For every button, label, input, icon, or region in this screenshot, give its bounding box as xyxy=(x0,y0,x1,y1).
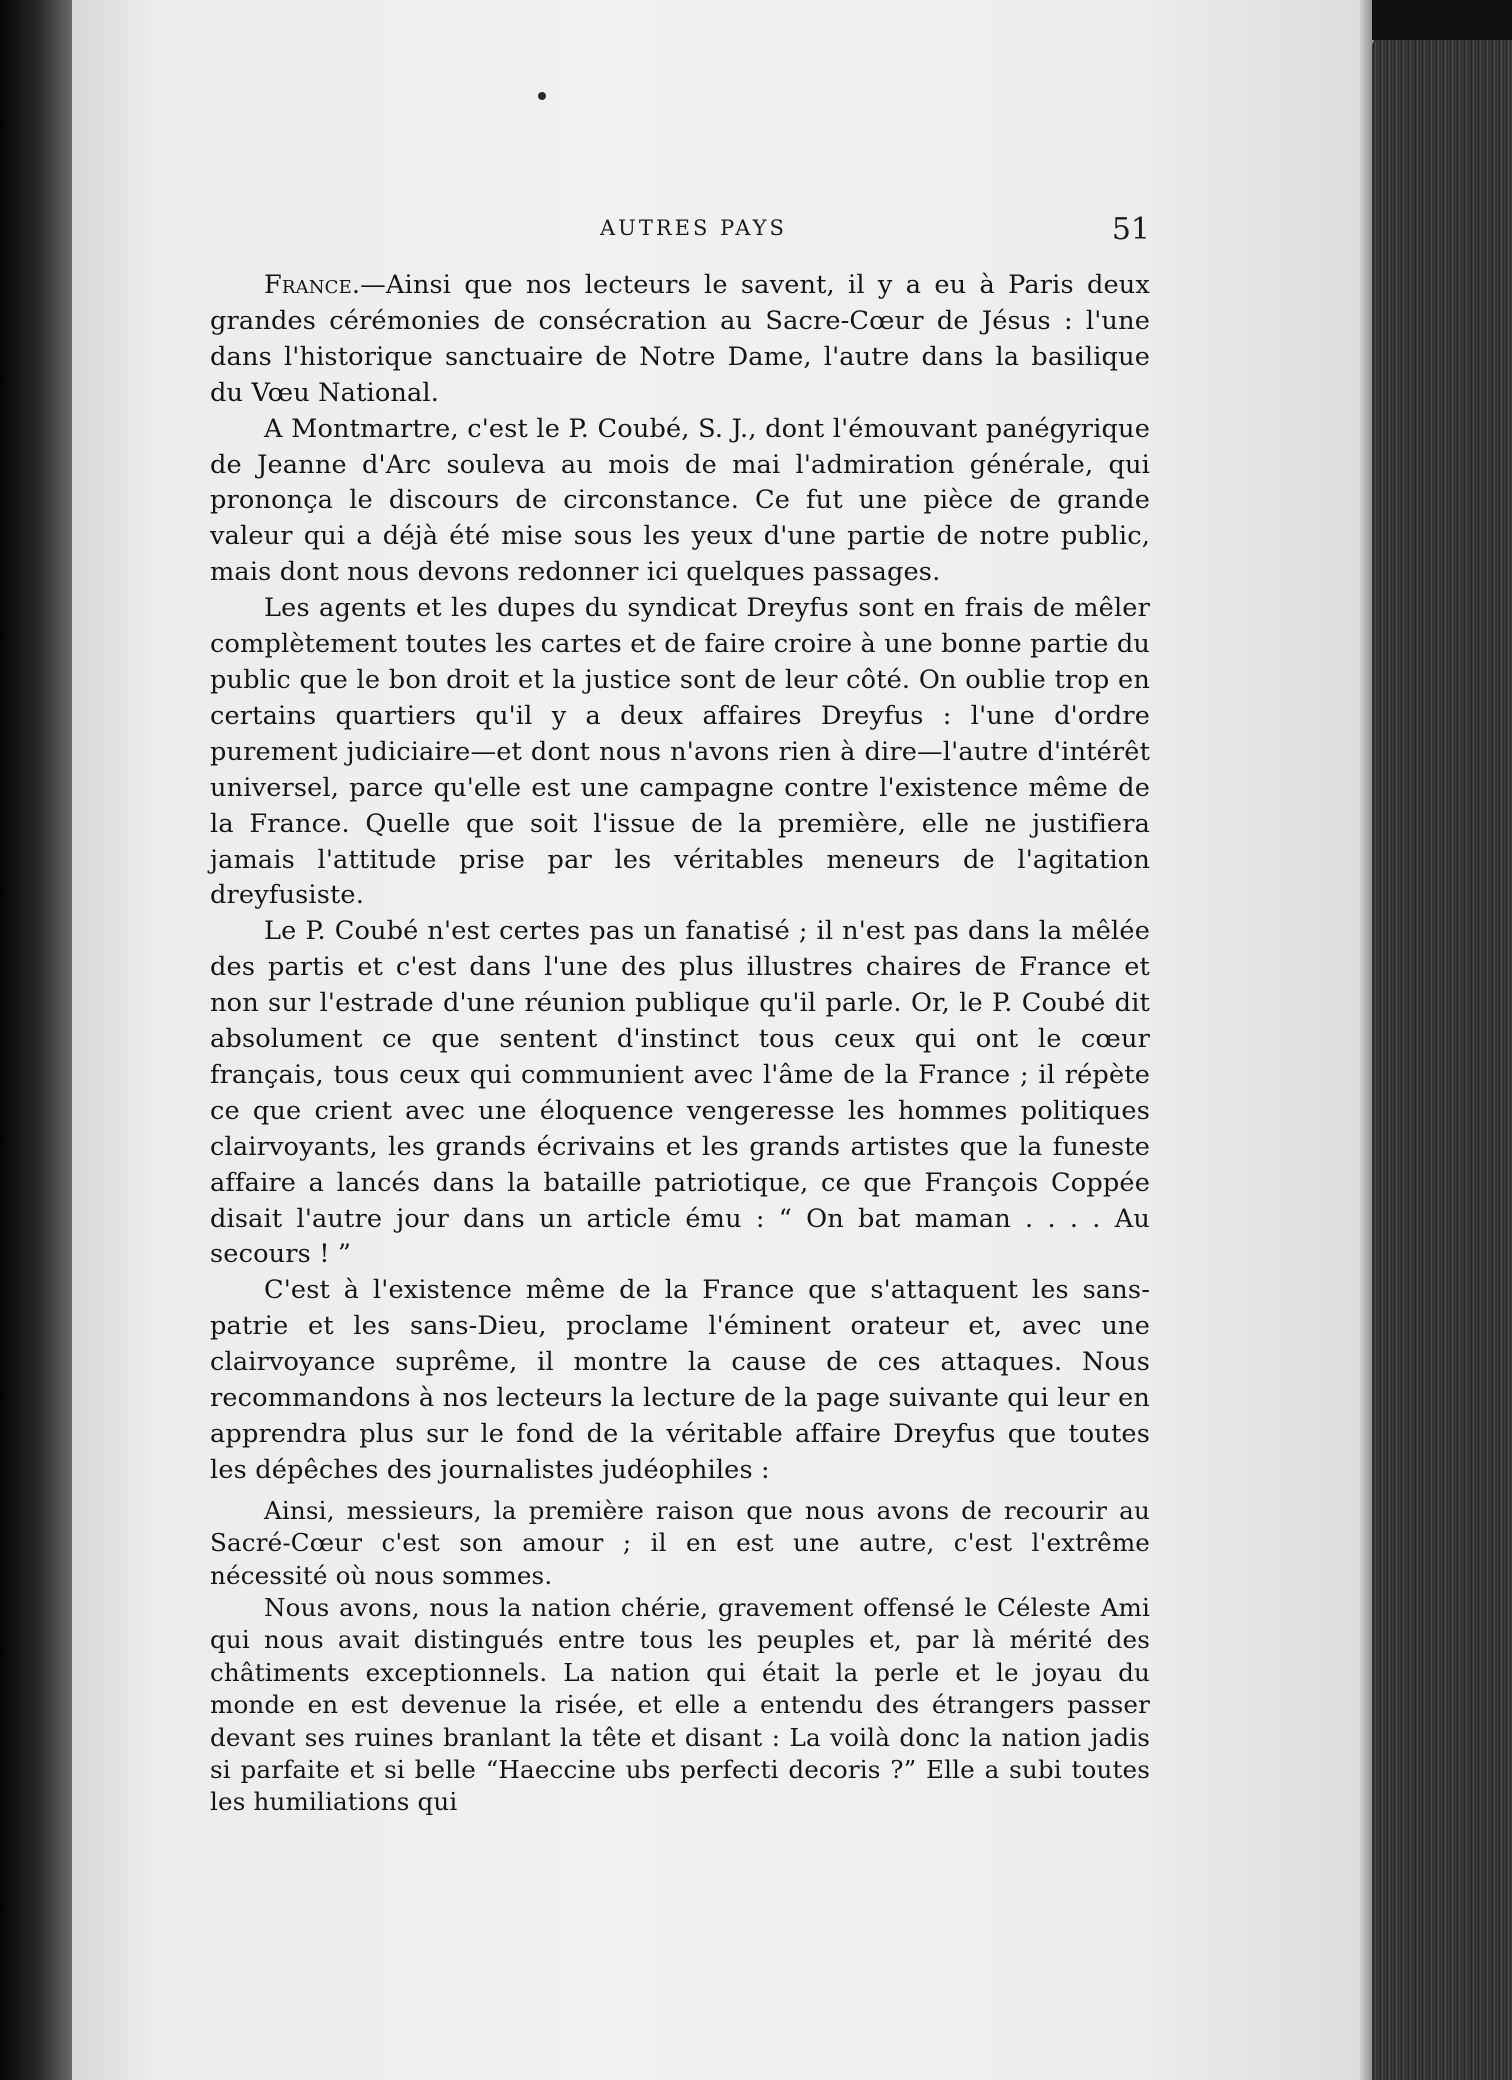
body-text xyxy=(210,268,1150,1819)
scan-left-margin xyxy=(0,0,72,2080)
page-number: 51 xyxy=(1111,212,1150,247)
quote-paragraph-2: Nous avons, nous la nation chérie, gravement offensé le Céleste Ami qui nous avait distingués entre tous les peuples et, par là mérité des châtiments exceptionnels. La nation qui était la perle et le joyau du monde en est devenue la risée, et elle a entendu des étrangers passer devant ses ruines branlant la tête et disant : La voilà donc la nation jadis si parfaite et si belle “Haeccine ubs perfecti decoris ?” Elle a subi toutes les humiliations qui xyxy=(210,1593,1150,1817)
paragraph-montmartre: A Montmartre, c'est le P. Coubé, S. J., dont l'émouvant panégyrique de Jeanne d'Arc souleva au mois de mai l'admiration générale, qui prononça le discours de circonstance. Ce fut une pièce de grande valeur qui a déjà été mise sous les yeux d'une partie de notre public, mais dont nous devons redonner ici quelques passages. xyxy=(210,413,1150,588)
scan-top-dark-corner xyxy=(1372,0,1512,40)
paragraph-coube: Le P. Coubé n'est certes pas un fanatisé ; il n'est pas dans la mêlée des partis et c'est dans l'une des plus illustres chaires de France et non sur l'estrade d'une réunion publique qu'il parle. Or, le P. Coubé dit absolument ce que sentent d'instinct tous ceux qui ont le cœur français, tous ceux qui communient avec l'âme de la France ; il répète ce que crient avec une éloquence vengeresse les hommes politiques clairvoyants, les grands écrivains et les grands artistes que la funeste affaire a lancés dans la bataille patriotique, ce que François Coppée disait l'autre jour dans un article ému : “ On bat maman . . . . Au secours ! ” xyxy=(210,916,1150,1270)
page-header xyxy=(270,212,1160,256)
paragraph-existence: C'est à l'existence même de la France que s'attaquent les sans-patrie et les sans-Dieu, proclame l'éminent orateur et, avec une clairvoyance suprême, il montre la cause de ces attaques. Nous recommandons à nos lecteurs la lecture de la page suivante qui leur en apprendra plus sur le fond de la véritable affaire Dreyfus que toutes les dépêches des journalistes judéophiles : xyxy=(210,1275,1150,1485)
running-head: AUTRES PAYS xyxy=(600,216,787,240)
paragraph-dreyfus: Les agents et les dupes du syndicat Dreyfus sont en frais de mêler complètement toutes les cartes et de faire croire à une bonne partie du public que le bon droit et la justice sont de leur côté. On oublie trop en certains quartiers qu'il y a deux affaires Dreyfus : l'une d'ordre purement judiciaire—et dont nous n'avons rien à dire—l'autre d'intérêt universel, parce qu'elle est une campagne contre l'existence même de la France. Quelle que soit l'issue de la première, elle ne justifiera jamais l'attitude prise par les véritables meneurs de l'agitation dreyfusiste. xyxy=(210,593,1150,911)
section-lead: France. xyxy=(264,270,361,300)
quote-paragraph-1: Ainsi, messieurs, la première raison que nous avons de recourir au Sacré-Cœur c'est son amour ; il en est une autre, c'est l'extrême nécessité où nous sommes. xyxy=(210,1495,1150,1590)
ink-speck xyxy=(538,92,546,100)
book-page-edges xyxy=(1372,40,1512,2080)
paragraph-text: —Ainsi que nos lecteurs le savent, il y a eu à Paris deux grandes cérémonies de consécration au Sacre-Cœur de Jésus : l'une dans l'historique sanctuaire de Notre Dame, l'autre dans la basilique du Vœu National. xyxy=(210,270,1150,408)
paragraph-france xyxy=(210,268,1150,412)
